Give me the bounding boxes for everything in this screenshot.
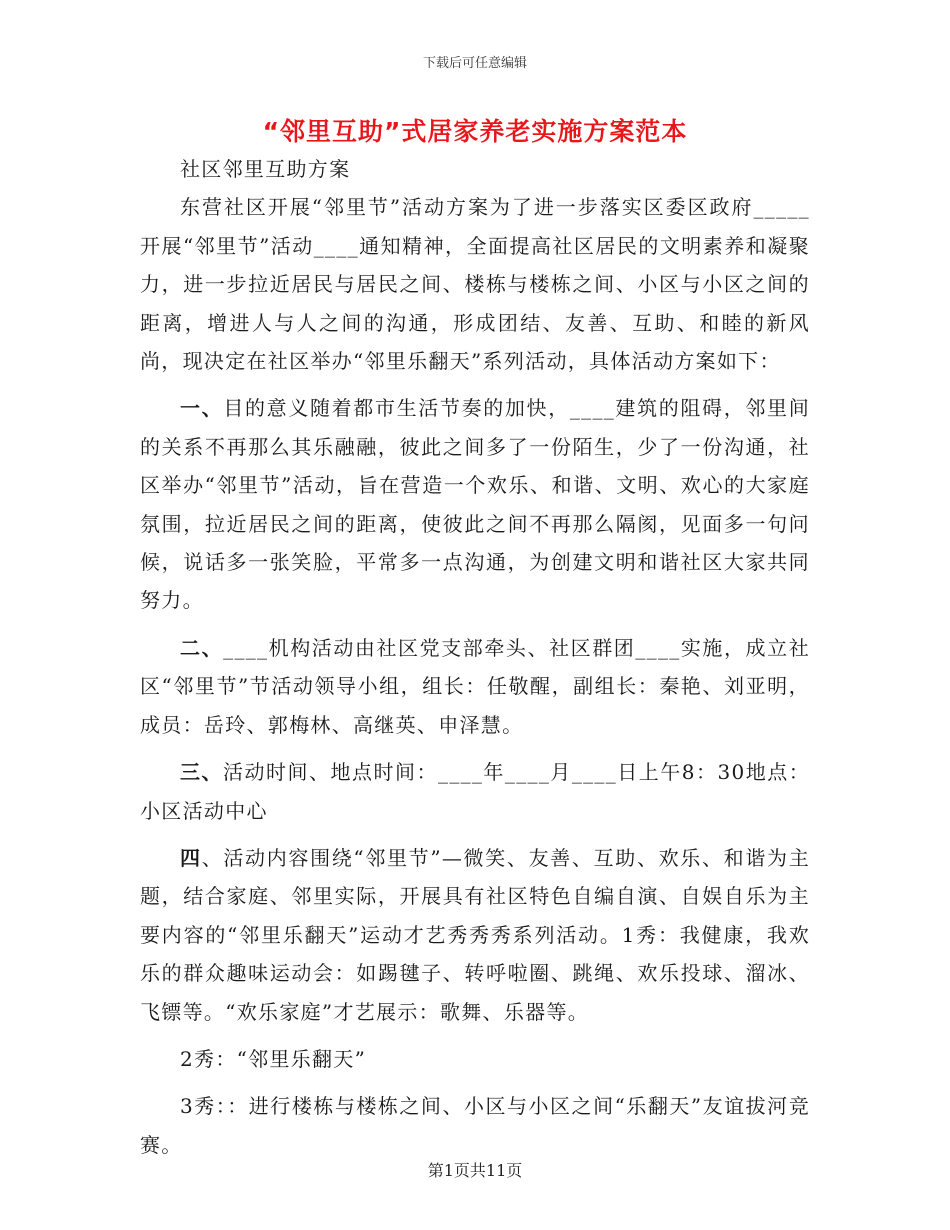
show-3-paragraph: 3秀：：进行楼栋与楼栋之间、小区与小区之间“乐翻天”友谊拔河竞赛。 [140, 1094, 810, 1157]
section-1 [140, 389, 810, 619]
section-3-text: 活动时间、地点时间：____年____月____日上午8：30地点：小区活动中心 [140, 760, 811, 823]
section-4 [140, 839, 810, 1031]
subtitle: 社区邻里互助方案 [180, 157, 351, 181]
document-title: “邻里互助”式居家养老实施方案范本 [262, 117, 688, 146]
header-note: 下载后可任意编辑 [422, 56, 527, 71]
section-2-heading: 二、 [180, 635, 224, 660]
section-1-text: 目的意义随着都市生活节奏的加快，____建筑的阻碍，邻里间的关系不再那么其乐融融，彼此之间多了一份陌生，少了一份沟通，社区举办“邻里节”活动，旨在营造一个欢乐、和谐、文明、欢心的大家庭氛围，拉近居民之间的距离，使彼此之间不再那么隔阂，见面多一句问候，说话多一张笑脸，平常多一点沟通，为创建文明和谐社区大家共同努力。 [140, 396, 810, 613]
show-2-paragraph: 2秀：“邻里乐翻天” [180, 1046, 367, 1071]
section-3 [140, 753, 810, 830]
intro-paragraph: 东营社区开展“邻里节”活动方案为了进一步落实区委区政府_____开展“邻里节”活动____通知精神，全面提高社区居民的文明素养和凝聚力，进一步拉近居民与居民之间、楼栋与楼栋之间、小区与小区之间的距离，增进人与人之间的沟通，形成团结、友善、互助、和睦的新风尚，现决定在社区举办“邻里乐翻天”系列活动，具体活动方案如下： [140, 195, 810, 374]
section-4-text: 、活动内容围绕“邻里节”—微笑、友善、互助、欢乐、和谐为主题，结合家庭、邻里实际，开展具有社区特色自编自演、自娱自乐为主要内容的“邻里乐翻天”运动才艺秀秀秀系列活动。1秀：我健康，我欢乐的群众趣味运动会：如踢毽子、转呼啦圈、跳绳、欢乐投球、溜冰、飞镖等。“欢乐家庭”才艺展示：歌舞、乐器等。 [140, 845, 810, 1024]
section-1-heading: 一、 [180, 396, 224, 421]
section-2-text: ____机构活动由社区党支部牵头、社区群团____实施，成立社区“邻里节”节活动领导小组，组长：任敬醒，副组长：秦艳、刘亚明，成员：岳玲、郭梅林、高继英、申泽慧。 [140, 635, 810, 737]
section-3-heading: 三、 [180, 760, 224, 785]
document-body [140, 150, 810, 1164]
section-2 [140, 629, 810, 744]
section-4-heading: 四 [180, 845, 202, 870]
page-number: 第1页共11页 [427, 1161, 523, 1180]
